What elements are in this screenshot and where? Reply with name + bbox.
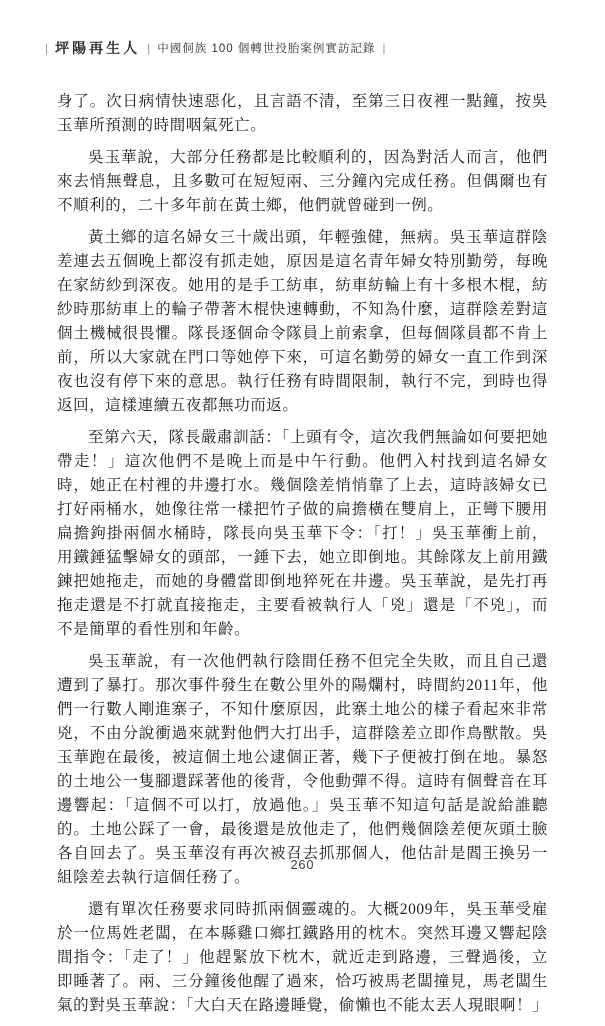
paragraph: 吳玉華說，有一次他們執行陰間任務不但完全失敗，而且自己還遭到了暴打。那次事件發生在數公里外的陽爛村，時間約2011年，他們一行數人剛進寨子，不知什麼原因，此寨土地公的樣子看起來非常兇，不由分說衝過來就對他們大打出手，這群陰差立即作鳥獸散。吳玉華跑在最後，被這個土地公逮個正著，幾下子便被打倒在地。暴怒的土地公一隻腳還踩著他的後背，令他動彈不得。這時有個聲音在耳邊響起：「這個不可以打，放過他。」吳玉華不知這句話是說給誰聽的。土地公踩了一會，最後還是放他走了，他們幾個陰差便灰頭土臉各自回去了。吳玉華沒有再次被召去抓那個人，他估計是閻王換另一組陰差去執行這個任務了。 [57, 653, 548, 886]
paragraph: 還有單次任務要求同時抓兩個靈魂的。大概2009年，吳玉華受雇於一位馬姓老闆，在本縣雞口鄉扛鐵路用的枕木。突然耳邊又響起陰間指令：「走了！」他趕緊放下枕木，就近走到路邊，三聲過後，立即睡著了。兩、三分鐘後他醒了過來，恰巧被馬老闆撞見，馬老闆生氣的對吳玉華說：「大白天在路邊睡覺，偷懶也不能太丟人現眼啊！」 [57, 901, 549, 1014]
paragraph: 吳玉華說，大部分任務都是比較順利的，因為對活人而言，他們來去悄無聲息，且多數可在短短兩、三分鐘內完成任務。但偶爾也有不順利的，二十多年前在黃土鄉，他們就曾碰到一例。 [57, 149, 548, 214]
header-separator: | [45, 41, 49, 55]
book-subtitle: 中國侗族 100 個轉世投胎案例實訪記錄 [157, 43, 376, 55]
header-separator: | [382, 41, 386, 55]
book-title: 坪陽再生人 [55, 42, 141, 57]
paragraph: 身了。次日病情快速惡化，且言語不清，至第三日夜裡一點鐘，按吳玉華所預測的時間咽氣死亡。 [57, 93, 548, 134]
paragraph: 黃土鄉的這名婦女三十歲出頭，年輕強健，無病。吳玉華這群陰差連去五個晚上都沒有抓走她，原因是這名青年婦女特別勤勞，每晚在家紡紗到深夜。她用的是手工紡車，紡車紡輪上有十多根木棍，紡紗時那紡車上的輪子帶著木棍快速轉動，不知為什麼，這群陰差對這個土機械很畏懼。隊長逐個命令隊員上前索拿，但每個隊員都不肯上前，所以大家就在門口等她停下來，可這名勤勞的婦女一直工作到深夜也沒有停下來的意思。執行任務有時間限制，執行不完，到時也得返回，這樣連續五夜都無功而返。 [57, 229, 548, 414]
page-body [57, 90, 548, 1026]
header-separator: | [147, 41, 151, 55]
paragraph: 至第六天，隊長嚴肅訓話：「上頭有令，這次我們無論如何要把她帶走！」這次他們不是晚上而是中午行動。他們入村找到這名婦女時，她正在村裡的井邊打水。幾個陰差悄悄靠了上去，這時該婦女已打好兩桶水，她像往常一樣把竹子做的扁擔橫在雙肩上，正彎下腰用扁擔鉤掛兩個水桶時，隊長向吳玉華下令：「打！」吳玉華衝上前，用鐵錘猛擊婦女的頭部，一錘下去，她立即倒地。其餘隊友上前用鐵鍊把她拖走，而她的身體當即倒地猝死在井邊。吳玉華說，是先打再拖走還是不打就直接拖走，主要看被執行人「兇」還是「不兇」，而不是簡單的看性別和年齡。 [57, 429, 548, 638]
page-number: 260 [290, 858, 315, 872]
page-header [45, 38, 385, 58]
